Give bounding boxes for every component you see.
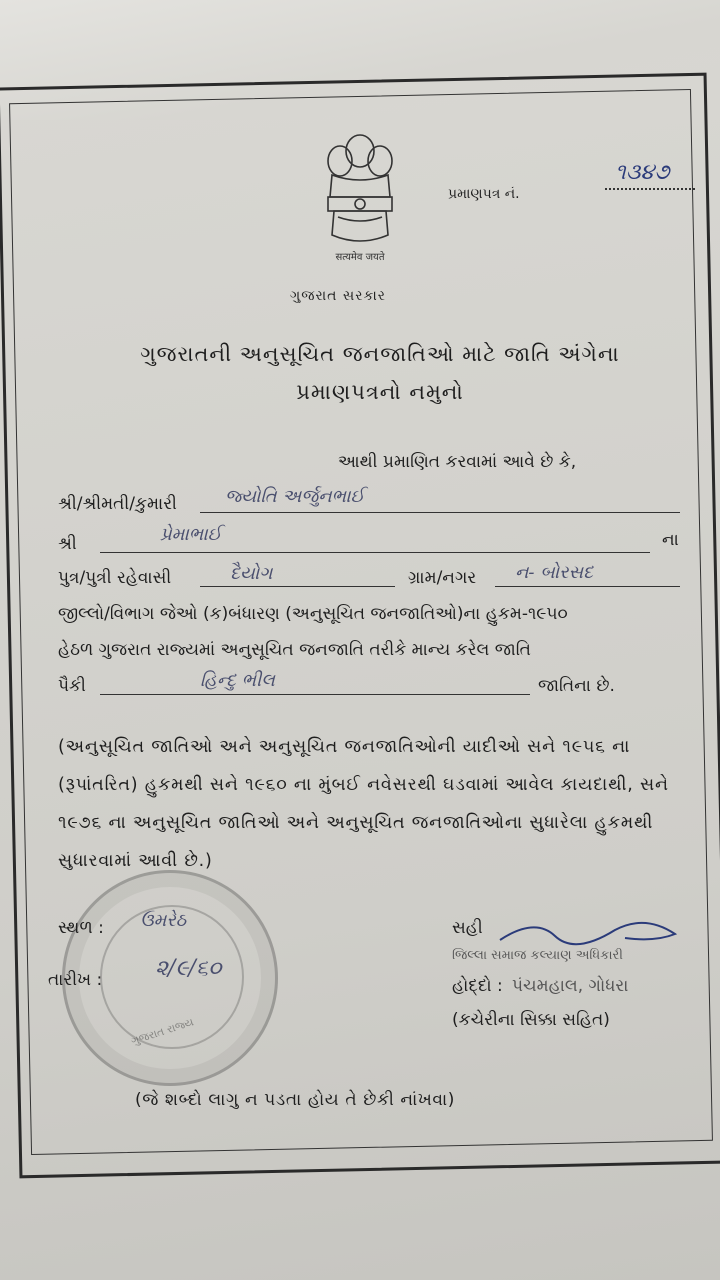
title-line-1: ગુજરાતની અનુસૂચિત જનજાતિઓ માટે જાતિ અંગેના	[140, 342, 620, 366]
village-value: ન- બોરસદ	[515, 562, 594, 583]
seal-text: ગુજરાત રાજ્ય	[129, 1015, 196, 1048]
father-label: શ્રી	[58, 534, 77, 554]
caste-label: પૈકી	[58, 676, 86, 696]
village-rule	[495, 586, 680, 587]
father-suffix: ના	[662, 530, 679, 550]
signature-label: સહી	[452, 918, 483, 938]
district-line: જીલ્લો/વિભાગ જેઓ (ક)બંધારણ (અનુસૂચિત જનજાતિઓ)ના હુકમ-૧૯૫૦	[58, 604, 568, 624]
government-name: ગુજરાત સરકાર	[290, 288, 386, 304]
father-value: પ્રેમાભાઈ	[160, 524, 222, 545]
office-seal-note: (કચેરીના સિક્કા સહિત)	[452, 1010, 610, 1030]
resident-label: પુત્ર/પુત્રી રહેવાસી	[58, 568, 172, 588]
caste-value: હિન્દુ ભીલ	[200, 670, 275, 691]
resident-rule	[200, 586, 395, 587]
certificate-number-label: પ્રમાણપત્ર નં.	[448, 186, 520, 202]
name-rule	[200, 512, 680, 513]
resident-value: દૈયોગ	[230, 563, 273, 584]
place-value: ઉમરેઠ	[140, 910, 187, 931]
village-label: ગ્રામ/નગર	[408, 568, 477, 588]
signature-designation: જિલ્લા સમાજ કલ્યાણ અધિકારી	[452, 948, 623, 963]
footer-note: (જે શબ્દો લાગુ ન પડતા હોય તે છેકી નાંખવા)	[135, 1090, 455, 1110]
emblem-motto: सत्यमेव जयते	[335, 252, 385, 263]
name-value: જ્યોતિ અર્જુનભાઈ	[225, 486, 365, 507]
certificate-number-dots	[605, 188, 695, 190]
caste-suffix: જાતિના છે.	[538, 676, 615, 696]
certificate-number-value: ૧૩૪૭	[615, 160, 670, 185]
date-value: ૨/૯/૬૦	[155, 956, 222, 981]
certificate-title	[90, 335, 670, 411]
father-rule	[100, 552, 650, 553]
state-line: હેઠળ ગુજરાત રાજ્યમાં અનુસૂચિત જનજાતિ તરીકે માન્ય કરેલ જાતિ	[58, 640, 531, 660]
title-line-2: પ્રમાણપત્રનો નમુનો	[296, 380, 464, 404]
post-label: હોદ્દો :	[452, 976, 503, 996]
signature-scribble-icon	[495, 912, 695, 952]
place-label: સ્થળ :	[58, 918, 104, 938]
post-value: પંચમહાલ, ગોધરા	[512, 976, 629, 996]
name-label: શ્રી/શ્રીમતી/કુમારી	[58, 494, 177, 514]
intro-text: આથી પ્રમાણિત કરવામાં આવે છે કે,	[338, 452, 577, 472]
caste-rule	[100, 694, 530, 695]
legal-paragraph: (અનુસૂચિત જાતિઓ અને અનુસૂચિત જનજાતિઓની યાદીઓ સને ૧૯૫૬ ના (રૂપાંતરિત) હુકમથી સને ૧૯૬૦ ના મુંબઈ નવેસરથી ઘડવામાં આવેલ કાયદાથી, સને ૧૯૭૬ ના અનુસૂચિત જાતિઓ અને અનુસૂચિત જનજાતિઓના સુધારેલા હુકમથી સુધારવામાં આવી છે.)	[58, 737, 669, 871]
date-label: તારીખ :	[48, 970, 103, 990]
